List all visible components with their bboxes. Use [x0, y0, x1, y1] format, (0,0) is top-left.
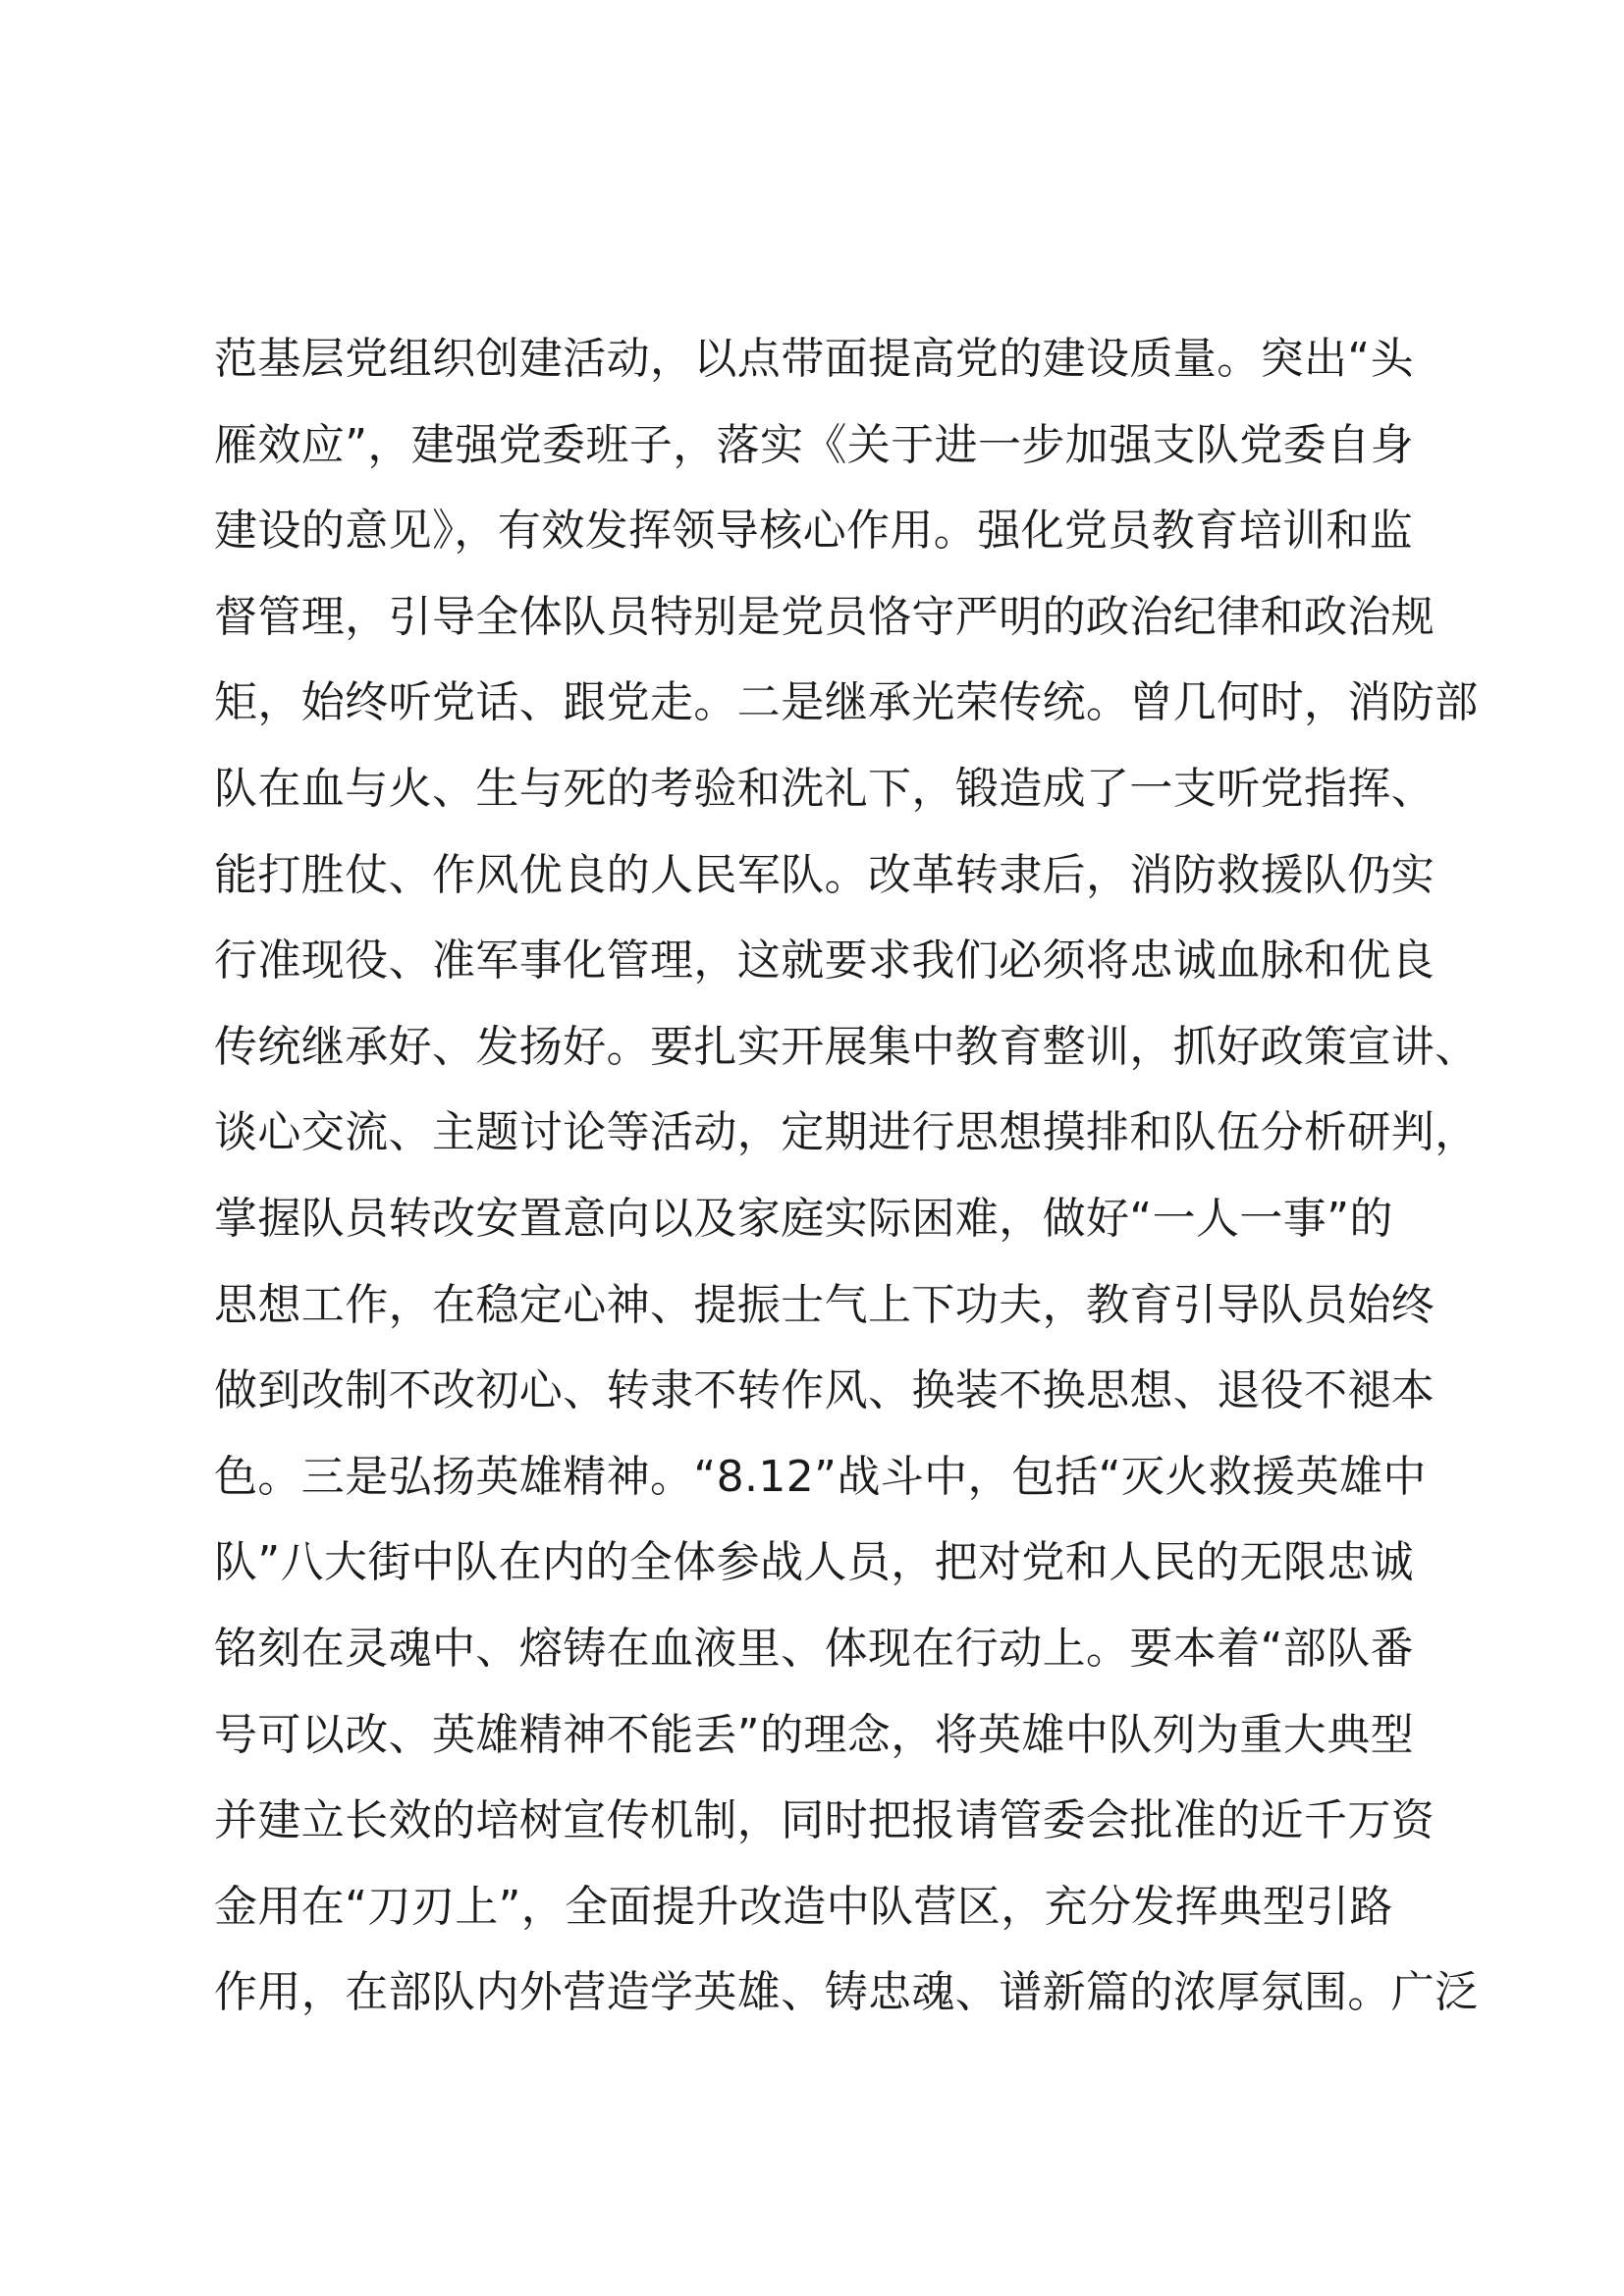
- body-paragraph: [214, 316, 1479, 2036]
- text-line-1: 范基层党组织创建活动，以点带面提高党的建设质量。突出“头: [214, 334, 1414, 384]
- text-line-20: 作用，在部队内外营造学英雄、铸忠魂、谱新篇的浓厚氛围。广泛: [214, 1967, 1479, 2018]
- text-line-9: 传统继承好、发扬好。要扎实开展集中教育整训，抓好政策宣讲、: [214, 1021, 1479, 1072]
- text-line-12: 思想工作，在稳定心神、提振士气上下功夫，教育引导队员始终: [214, 1279, 1435, 1330]
- text-line-8: 行准现役、准军事化管理，这就要求我们必须将忠诚血脉和优良: [214, 935, 1435, 987]
- text-line-6: 队在血与火、生与死的考验和洗礼下，锻造成了一支听党指挥、: [214, 763, 1435, 814]
- text-line-7: 能打胜仗、作风优良的人民军队。改革转隶后，消防救援队仍实: [214, 849, 1435, 900]
- text-line-2: 雁效应”，建强党委班子，落实《关于进一步加强支队党委自身: [214, 419, 1414, 470]
- text-line-18: 并建立长效的培树宣传机制，同时把报请管委会批准的近千万资: [214, 1795, 1435, 1846]
- text-line-14: 色。三是弘扬英雄精神。“8.12”战斗中，包括“灭火救援英雄中: [214, 1451, 1427, 1502]
- text-line-13: 做到改制不改初心、转隶不转作风、换装不换思想、退役不褪本: [214, 1365, 1435, 1416]
- text-line-15: 队”八大街中队在内的全体参战人员，把对党和人民的无限忠诚: [214, 1537, 1414, 1588]
- text-line-11: 掌握队员转改安置意向以及家庭实际困难，做好“一人一事”的: [214, 1193, 1393, 1244]
- text-line-10: 谈心交流、主题讨论等活动，定期进行思想摸排和队伍分析研判，: [214, 1107, 1479, 1158]
- text-line-5: 矩，始终听党话、跟党走。二是继承光荣传统。曾几何时，消防部: [214, 677, 1479, 728]
- text-line-4: 督管理，引导全体队员特别是党员恪守严明的政治纪律和政治规: [214, 591, 1435, 642]
- text-line-16: 铭刻在灵魂中、熔铸在血液里、体现在行动上。要本着“部队番: [214, 1623, 1414, 1674]
- text-line-17: 号可以改、英雄精神不能丢”的理念，将英雄中队列为重大典型: [214, 1709, 1414, 1760]
- text-line-3: 建设的意见》，有效发挥领导核心作用。强化党员教育培训和监: [214, 506, 1414, 557]
- text-line-19: 金用在“刀刃上”，全面提升改造中队营区，充分发挥典型引路: [214, 1881, 1393, 1932]
